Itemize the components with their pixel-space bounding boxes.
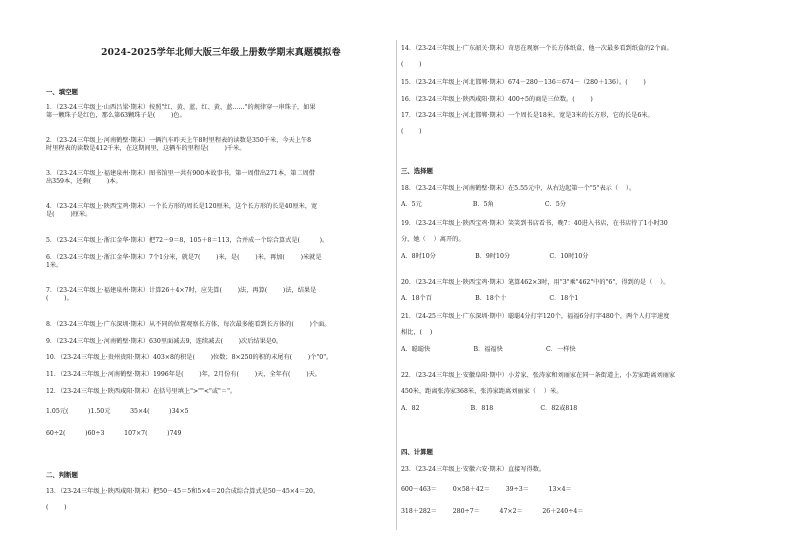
question-text: 8．（23-24三年级上·广东深圳·期末）从不同的位置观察长方体，每次最多能看到长方体的( )个面。 (46, 321, 331, 328)
question-9 (46, 338, 396, 346)
question-text: 1．（23-24三年级上·山西吕梁·期末）按照"红、黄、蓝、红、黄、蓝……"的规律穿一串珠子，如果 (46, 104, 316, 111)
page-title: 2024-2025学年北师大版三年级上册数学期末真题模拟卷 (101, 48, 341, 58)
calc-row-1 (401, 486, 761, 494)
choice-options: A．聪聪快 B．福福快 C．一样快 (401, 345, 576, 353)
calc-items: 600－463＝ 0×58＋42＝ 39÷3＝ 13×4＝ (401, 486, 572, 493)
question-text: 23．（23-24三年级上·安徽六安·期末）直接写得数。 (401, 466, 546, 473)
question-16 (401, 96, 761, 104)
question-4 (46, 203, 396, 220)
answer-blank: ( ) (401, 128, 422, 136)
question-text: 17．（23-24三年级上·河北邯郸·期末）一个周长是18米，宽是3米的长方形，它的长是6米。 (401, 112, 654, 119)
question-text: 第一颗珠子是红色，那么第63颗珠子是( )色。 (46, 112, 186, 120)
question-text: 20．（23-24三年级上·陕西宝鸡·期末）笔算462×3时，用"3"乘"462"中的"6"，得到的是（ ）。 (401, 279, 670, 286)
question-6 (46, 254, 396, 271)
section-judge (46, 471, 396, 479)
question-text: 22．（23-24三年级上·安徽阜阳·期中）小芳家、张涛家和刘丽家在同一条街道上，小芳家距离刘丽家 (401, 372, 676, 379)
question-text: 19．（23-24三年级上·陕西宝鸡·期末）笑笑到书店看书，晚7：40进入书店，在书店待了1小时30 (401, 220, 668, 227)
section-heading: 一、填空题 (46, 88, 78, 96)
question-1 (46, 104, 396, 121)
question-text: 相比，( ) (401, 329, 433, 337)
section-choice (401, 167, 761, 175)
question-12 (46, 388, 396, 396)
question-8 (46, 321, 396, 329)
section-calc (401, 448, 761, 456)
calc-items: 318＋282＝ 280÷7＝ 47×2＝ 26＋240÷4＝ (401, 508, 584, 515)
question-22 (401, 372, 761, 413)
section-fill (46, 88, 396, 96)
question-text: 分，她（ ）离开的。 (401, 236, 465, 244)
question-text: ( )。 (46, 295, 73, 303)
question-15 (401, 79, 761, 87)
answer-blank: ( ) (401, 61, 422, 69)
question-18 (401, 185, 761, 210)
question-text: 11．（23-24三年级上·河南鹤壁·期末）1996年是( )年，2月份有( )天，全年有( )天。 (46, 371, 321, 378)
question-23 (401, 466, 761, 474)
question-text: 出359本，还剩( )本。 (46, 178, 122, 186)
question-text: 1米。 (46, 262, 63, 270)
question-text: 14．（23-24三年级上·广东韶关·期末）奇思在观察一个长方体纸盒，他一次最多看到纸盒的2个面。 (401, 45, 673, 52)
comparison-row-2 (46, 430, 396, 438)
question-13 (46, 488, 396, 496)
question-14 (401, 45, 761, 70)
question-10 (46, 354, 396, 362)
question-text: 13．（23-24三年级上·陕西咸阳·期末）把50－45＝5和5×4＝20合成综合算式是50－45×4＝20。 (46, 488, 320, 495)
question-5 (46, 237, 396, 245)
question-13-answer (46, 504, 396, 512)
question-17 (401, 112, 761, 137)
question-text: 15．（23-24三年级上·河北邯郸·期末）674－280－136＝674－（280＋136）。( ) (401, 79, 646, 86)
question-text: 2．（23-24三年级上·河南鹤壁·期末）一辆汽车昨天上午8时里程表的读数是350千米，今天上午8 (46, 137, 312, 144)
question-21 (401, 313, 761, 354)
question-3 (46, 170, 396, 187)
comparison-text: 1.05元( )1.50元 35×4( )34×5 (46, 408, 189, 415)
question-text: 4．（23-24三年级上·陕西宝鸡·期末）一个长方形的周长是120厘米，这个长方形的长是40厘米，宽 (46, 203, 318, 210)
answer-blank: ( ) (46, 504, 67, 511)
question-text: 3．（23-24三年级上·福建泉州·期末）图书馆里一共有900本故事书，第一周借出271本，第二周借 (46, 170, 315, 177)
column-divider (396, 40, 397, 530)
question-text: 12．（23-24三年级上·陕西咸阳·期末）在括号里填上">""<"或"＝"。 (46, 388, 237, 395)
question-text: 10．（23-24三年级上·贵州贵阳·期末）403×8的积是( )位数；8×250的积的末尾有( )个"0"。 (46, 354, 333, 361)
section-heading: 三、选择题 (401, 167, 433, 175)
question-text: 21．（24-25三年级上·广东深圳·期中）聪聪4分打字120个，福福6分打字480个，两个人打字速度 (401, 313, 670, 320)
comparison-text: 60÷2( )60÷3 107×7( )749 (46, 430, 182, 437)
section-heading: 四、计算题 (401, 448, 433, 456)
question-20 (401, 279, 761, 304)
section-heading: 二、判断题 (46, 471, 78, 479)
comparison-row-1 (46, 408, 396, 416)
choice-options: A．82 B．818 C．82或818 (401, 404, 578, 412)
choice-options: A．5元 B．5角 C．5分 (401, 201, 566, 209)
question-text: 5．（23-24三年级上·浙江金华·期末）把72－9＝8，105＋8＝113，合并成一个综合算式是( )。 (46, 237, 329, 244)
question-text: 450米，距离张涛家368米，张涛家距离刘丽家（ ）米。 (401, 388, 563, 396)
calc-row-2 (401, 508, 761, 516)
question-text: 7．（23-24三年级上·福建泉州·期末）计算26＋4×7时，应先算( )法，再算( )法，结果是 (46, 287, 317, 294)
question-11 (46, 371, 396, 379)
choice-options: A．8时10分 B．9时10分 C．10时10分 (401, 252, 589, 260)
choice-options: A．18个百 B．18个十 C．18个1 (401, 295, 579, 303)
question-text: 9．（23-24三年级上·河南鹤壁·期末）630里面减去9，连续减去( )次后结果是0。 (46, 338, 283, 345)
question-text: 时里程表的读数是412千米，在这期间里，这辆车的里程是( )千米。 (46, 145, 246, 153)
question-19 (401, 220, 761, 261)
question-2 (46, 137, 396, 154)
question-text: 6．（23-24三年级上·浙江金华·期末）7个1分米，就是7( )米，是( )米，再加( )米就是 (46, 254, 322, 261)
question-text: 18．（23-24三年级上·河南鹤壁·期末）在5.55元中，从右边起第一个"5"表示（ ）。 (401, 185, 636, 192)
question-text: 16．（23-24三年级上·陕西咸阳·期末）400÷5的商是三位数。( ) (401, 96, 593, 103)
question-7 (46, 287, 396, 304)
question-text: 是( )厘米。 (46, 211, 92, 219)
